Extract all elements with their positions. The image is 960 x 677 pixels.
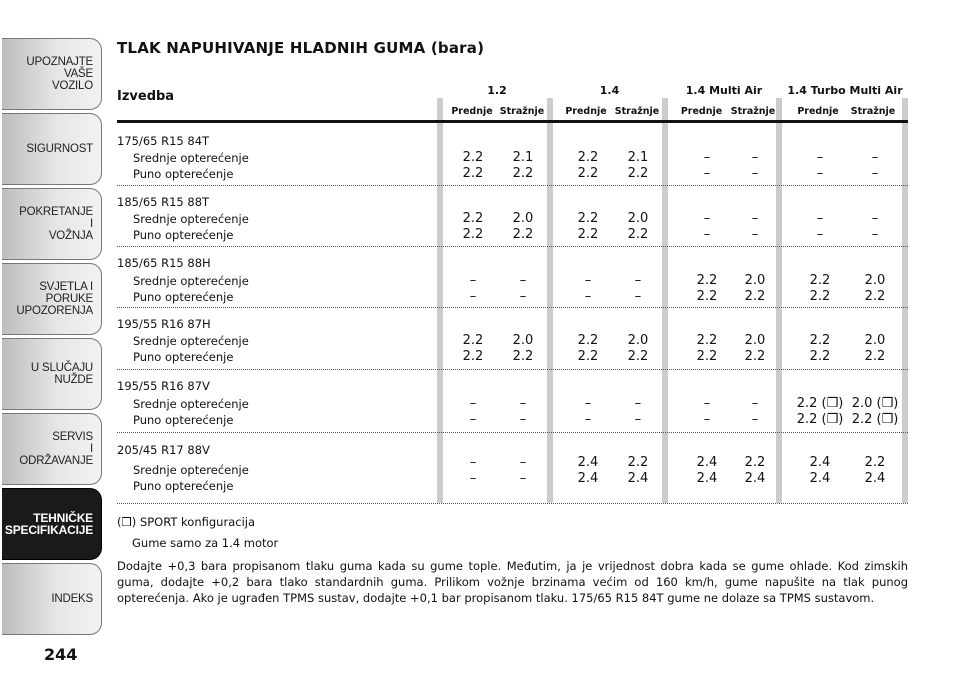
value-cell: 2.2 [577,333,599,348]
value-cell: – [751,396,759,411]
value-cell: 2.2 [577,349,599,364]
value-cell: 2.2 [462,227,484,242]
value-cell: – [703,227,711,242]
sub-header-rear: Stražnje [614,106,660,117]
value-cell: 2.4 [577,455,599,470]
load-medium-label: Srednje opterećenje [133,397,249,411]
value-cell: 2.2 [809,289,831,304]
value-cell: 2.2 [809,273,831,288]
sub-header-rear: Stražnje [730,106,776,117]
value-cell: 2.2 [577,211,599,226]
value-cell: 2.2 [809,333,831,348]
value-cell: 2.0 [512,211,534,226]
value-cell: – [816,211,824,226]
group-header-1-2: 1.2 [487,84,507,97]
value-cell: 2.2 [864,455,886,470]
row-divider [117,503,908,504]
value-cell: – [469,396,477,411]
value-cell: – [816,227,824,242]
sub-header-rear: Stražnje [850,106,896,117]
value-cell: 2.4 [627,471,649,486]
tab-tehnicke-specifikacije[interactable]: TEHNIČKE SPECIFIKACIJE [2,488,102,560]
load-full-label: Puno opterećenje [133,228,234,242]
load-medium-label: Srednje opterećenje [133,463,249,477]
row-divider [117,185,908,186]
value-cell: 2.2 (❒) [796,396,844,411]
tab-svjetla-i-poruke[interactable]: SVJETLA I PORUKE UPOZORENJA [2,263,102,335]
value-cell: 2.2 [744,289,766,304]
value-cell: 2.4 [696,471,718,486]
footnote-sport: (❒) SPORT konfiguracija [117,515,255,529]
sidebar-tabs [0,0,104,677]
value-cell: – [703,412,711,427]
value-cell: – [751,227,759,242]
value-cell: 2.0 (❒) [851,396,899,411]
page-number: 244 [44,645,78,664]
value-cell: – [469,273,477,288]
sub-header-front: Prednje [797,106,839,117]
value-cell: – [703,211,711,226]
value-cell: – [634,273,642,288]
value-cell: 2.2 [512,349,534,364]
group-header-1-4: 1.4 [599,84,620,97]
page-title: TLAK NAPUHIVANJE HLADNIH GUMA (bara) [117,39,485,57]
value-cell: 2.2 [577,227,599,242]
tab-sigurnost[interactable]: SIGURNOST [2,113,102,185]
row-divider [117,307,908,308]
value-cell: – [816,150,824,165]
value-cell: – [519,273,527,288]
value-cell: 2.0 [627,211,649,226]
load-full-label: Puno opterećenje [133,167,234,181]
value-cell: 2.2 [696,333,718,348]
value-cell: – [469,412,477,427]
value-cell: 2.2 [577,166,599,181]
value-cell: 2.4 [864,471,886,486]
tab-indeks[interactable]: INDEKS [2,563,102,635]
value-cell: 2.4 [744,471,766,486]
value-cell: 2.2 [462,150,484,165]
value-cell: – [584,396,592,411]
value-cell: 2.4 [809,471,831,486]
value-cell: – [469,471,477,486]
tyre-size: 205/45 R17 88V [117,443,210,457]
load-medium-label: Srednje opterećenje [133,212,249,226]
load-full-label: Puno opterećenje [133,350,234,364]
load-full-label: Puno opterećenje [133,413,234,427]
load-medium-label: Srednje opterećenje [133,151,249,165]
load-medium-label: Srednje opterećenje [133,274,249,288]
value-cell: 2.1 [512,150,534,165]
value-cell: 2.2 [744,349,766,364]
value-cell: 2.2 [512,166,534,181]
value-cell: 2.2 [696,273,718,288]
value-cell: 2.2 [627,455,649,470]
value-cell: – [584,273,592,288]
value-cell: – [634,289,642,304]
group-header-1-4-multi-air: 1.4 Multi Air [685,84,763,97]
value-cell: 2.2 (❒) [796,412,844,427]
footnote-engine: Gume samo za 1.4 motor [132,536,279,550]
value-cell: – [871,166,879,181]
value-cell: 2.2 [462,333,484,348]
value-cell: 2.4 [696,455,718,470]
value-cell: 2.2 [744,455,766,470]
value-cell: – [519,396,527,411]
value-cell: 2.2 [696,349,718,364]
value-cell: 2.2 [577,150,599,165]
value-cell: – [871,150,879,165]
tab-servis-i-odrzavanje[interactable]: SERVIS I ODRŽAVANJE [2,413,102,485]
value-cell: 2.2 (❒) [851,412,899,427]
tyre-size: 175/65 R15 84T [117,134,210,148]
row-divider [117,432,908,433]
value-cell: 2.2 [462,166,484,181]
value-cell: – [469,289,477,304]
value-cell: 2.0 [627,333,649,348]
value-cell: 2.2 [809,349,831,364]
sub-header-front: Prednje [451,106,493,117]
value-cell: – [634,412,642,427]
value-cell: – [703,166,711,181]
value-cell: – [751,412,759,427]
value-cell: 2.0 [864,333,886,348]
row-divider [117,369,908,370]
value-cell: – [519,455,527,470]
value-cell: 2.0 [864,273,886,288]
sub-header-front: Prednje [565,106,607,117]
sub-header-front: Prednje [680,106,723,117]
value-cell: 2.2 [462,211,484,226]
tyre-size: 185/65 R15 88H [117,256,211,270]
tab-u-slucaju-nuzde[interactable]: U SLUČAJU NUŽDE [2,338,102,410]
value-cell: – [584,412,592,427]
value-cell: 2.2 [696,289,718,304]
value-cell: – [519,289,527,304]
value-cell: – [816,166,824,181]
group-header-1-4-turbo-multi-air: 1.4 Turbo Multi Air [787,84,903,97]
value-cell: – [584,289,592,304]
value-cell: – [751,150,759,165]
value-cell: – [871,227,879,242]
value-cell: 2.2 [627,166,649,181]
tyre-size: 195/55 R16 87V [117,379,210,393]
value-cell: 2.1 [627,150,649,165]
value-cell: 2.2 [864,349,886,364]
tab-pokretanje-i-voznja[interactable]: POKRETANJE I VOŽNJA [2,188,102,260]
value-cell: 2.0 [744,333,766,348]
value-cell: 2.4 [577,471,599,486]
value-cell: – [751,166,759,181]
value-cell: – [519,412,527,427]
load-full-label: Puno opterećenje [133,479,234,493]
value-cell: 2.2 [462,349,484,364]
value-cell: 2.0 [744,273,766,288]
load-medium-label: Srednje opterećenje [133,334,249,348]
value-cell: – [703,150,711,165]
info-paragraph: Dodajte +0,3 bara propisanom tlaku guma kada su gume tople. Međutim, ja je vrijednost dobra kada se gume ohlade. Kod zimskih guma, dodajte +0,2 bara tlako standardnih guma. Prilikom vožnje brzinama većim od 160 km/h, gume napušite na tlak punog opterećenja. Ako je ugrađen TPMS sustav, dodajte +0,1 bar propisanom tlaku. 175/65 R15 84T gume ne dolaze sa TPMS sustavom. [117,559,908,605]
tab-upoznajte-vase-vozilo[interactable]: UPOZNAJTE VAŠE VOZILO [2,38,102,110]
row-divider [117,246,908,247]
header-rule [117,120,908,123]
value-cell: – [469,455,477,470]
tyre-size: 185/65 R15 88T [117,195,210,209]
izvedba-header: Izvedba [117,89,175,104]
value-cell: 2.2 [864,289,886,304]
value-cell: 2.4 [809,455,831,470]
value-cell: – [751,211,759,226]
sub-header-rear: Stražnje [499,106,545,117]
value-cell: – [871,211,879,226]
value-cell: 2.2 [512,227,534,242]
load-full-label: Puno opterećenje [133,290,234,304]
value-cell: – [519,471,527,486]
tyre-size: 195/55 R16 87H [117,317,211,331]
value-cell: 2.2 [627,227,649,242]
value-cell: 2.2 [627,349,649,364]
value-cell: – [703,396,711,411]
value-cell: 2.0 [512,333,534,348]
value-cell: – [634,396,642,411]
